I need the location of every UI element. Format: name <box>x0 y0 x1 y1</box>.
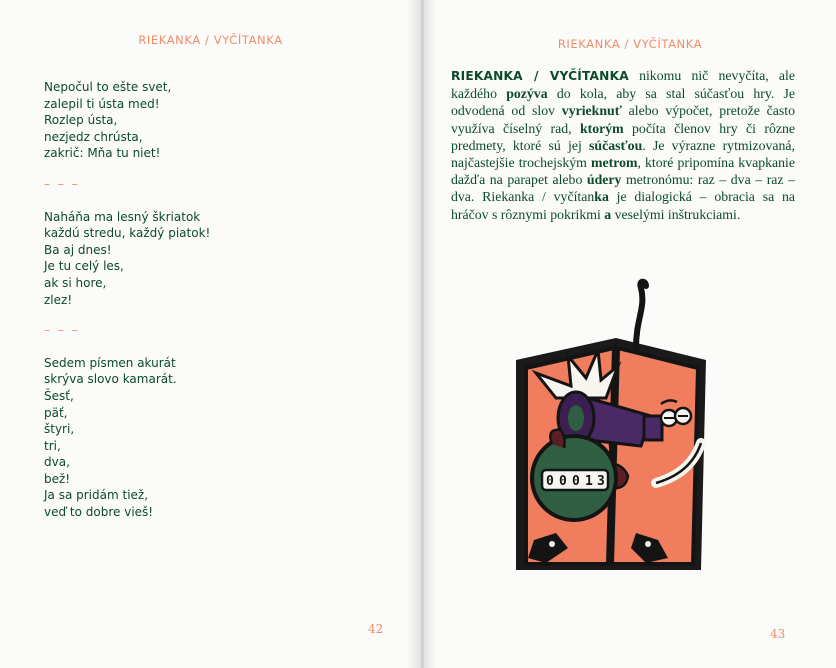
poem-line: päť, <box>44 405 68 420</box>
counter-digit: 3 <box>597 474 605 489</box>
right-page <box>424 0 836 668</box>
poem-line: bež! <box>44 471 71 486</box>
poem-line: tri, <box>44 438 61 453</box>
intro-text: do kola, aby sa stal súčasťou hry. Je odvodená od slov <box>451 86 795 119</box>
poem-line: Je tu celý les, <box>44 259 124 274</box>
poem-line: nezjedz chrústa, <box>44 129 143 144</box>
poem-line: Naháňa ma lesný škriatok <box>44 209 201 224</box>
poem-line: zlez! <box>44 292 73 307</box>
intro-paragraph <box>451 67 795 223</box>
counter-digit: 0 <box>559 474 567 489</box>
intro-emphasis: a <box>604 206 612 222</box>
intro-emphasis: ktorým <box>579 120 624 136</box>
intro-emphasis: údery <box>586 172 622 188</box>
poem-line: štyri, <box>44 422 75 437</box>
stanza-separator: – – – <box>44 176 80 191</box>
poem-line: každú stredu, každý piatok! <box>44 226 211 241</box>
intro-text: metronómu: raz – dva – raz – dva. Riekanka / vyčítan <box>451 172 795 205</box>
megaphone-character-illustration <box>486 278 736 578</box>
intro-text: , ktoré pripomína kvapkanie dažďa na parapet alebo <box>451 155 795 188</box>
intro-emphasis: pozýva <box>506 86 548 102</box>
poem-line: Rozlep ústa, <box>44 113 118 128</box>
intro-emphasis: ka <box>594 189 609 205</box>
poem-line: Nepočul to ešte svet, <box>44 80 172 94</box>
tail-shape <box>636 282 646 348</box>
poem-stanza-1 <box>44 79 374 162</box>
intro-text: veselými inštrukciami. <box>611 206 741 222</box>
stanza-separator: – – – <box>44 323 80 338</box>
poem-line: skrýva slovo kamarát. <box>44 372 177 387</box>
intro-emphasis: vyrieknuť <box>561 103 622 119</box>
intro-emphasis: súčasťou <box>589 137 643 153</box>
gutter-shadow-right <box>424 0 436 668</box>
poem-line: ak si hore, <box>44 275 107 290</box>
poem-stanza-3 <box>44 355 374 521</box>
intro-text: alebo výpočet, pretože často využíva číselný rad, <box>451 103 795 136</box>
intro-text: počíta členov hry či rôzne predmety, ktoré sú jej <box>451 120 795 153</box>
poem-line: Ja sa pridám tiež, <box>44 488 149 503</box>
intro-emphasis: metrom <box>591 155 638 171</box>
poem-line: Ba aj dnes! <box>44 242 112 257</box>
gutter-shadow-left <box>407 0 421 668</box>
intro-text: . Je výrazne rytmizovaná, najčastejšie trochejským <box>451 137 795 171</box>
counter-digit: 1 <box>585 474 593 489</box>
poem-line: dva, <box>44 455 70 470</box>
poem-line: veď to dobre vieš! <box>44 505 154 520</box>
poem-line: Šesť, <box>44 388 74 403</box>
counter-digit: 0 <box>572 474 580 489</box>
page-number-left: 42 <box>368 622 384 636</box>
right-running-head: RIEKANKA / VYČÍTANKA <box>557 37 703 51</box>
poem-line: zalepil ti ústa med! <box>44 96 160 111</box>
door-right-panel <box>612 348 698 564</box>
intro-term: RIEKANKA / VYČÍTANKA <box>451 69 629 83</box>
counter-digit: 0 <box>546 474 554 489</box>
intro-text: nikomu nič nevyčíta, ale každého <box>451 68 796 102</box>
poems-column <box>44 79 374 521</box>
left-running-head: RIEKANKA / VYČÍTANKA <box>138 33 283 47</box>
poem-line: Sedem písmen akurát <box>44 355 176 370</box>
poem-line: zakrič: Mňa tu niet! <box>44 146 161 161</box>
intro-text: je dialogická – obracia sa na hráčov s rôznymi pokrikmi <box>451 189 795 222</box>
poem-stanza-2 <box>44 209 374 309</box>
page-number-right: 43 <box>770 627 786 641</box>
